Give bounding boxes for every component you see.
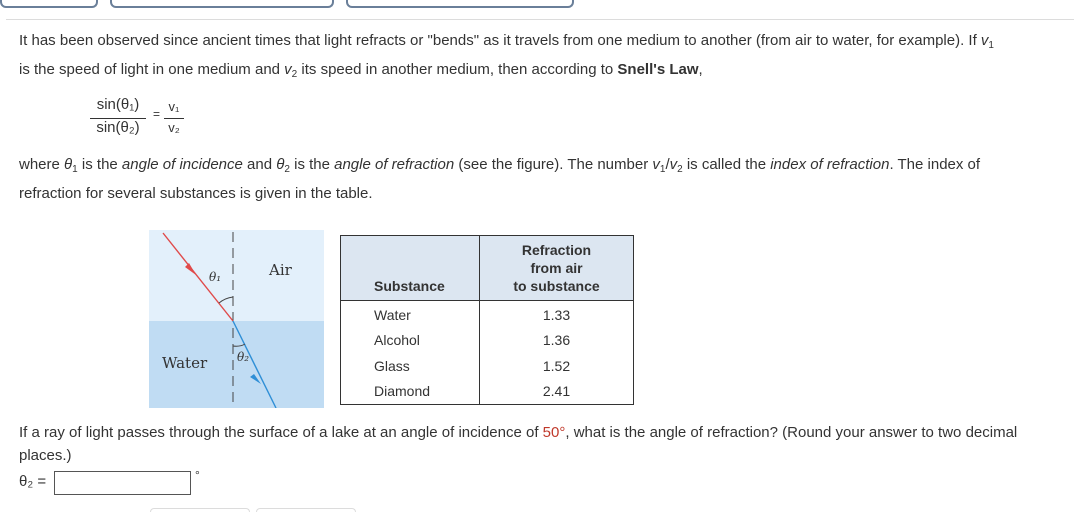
air-region <box>149 230 324 321</box>
divider <box>6 19 1074 20</box>
table-row <box>341 327 634 353</box>
refraction-figure <box>149 230 324 408</box>
top-tab-strip <box>0 0 1080 10</box>
question-text: If a ray of light passes through the surface of a lake at an angle of incidence of 50°, what is the angle of refraction? (Round your answer to two decimal places.) <box>19 424 1018 464</box>
formula-equals: = <box>153 107 161 121</box>
table-row <box>341 301 634 327</box>
fraction-bar <box>90 118 146 119</box>
water-label: Water <box>162 354 208 372</box>
air-label: Air <box>269 261 292 279</box>
bottom-tab[interactable] <box>256 508 356 512</box>
bottom-tab[interactable] <box>150 508 250 512</box>
fraction-bar <box>164 118 184 119</box>
intro-paragraph: It has been observed since ancient times that light refracts or "bends" as it travels from one medium to another (from air to water, for example). If $v_1$ is the speed of light in one medium and $v_2$ its speed in another medium, then according to Snell's Law, <box>19 32 994 80</box>
refraction-diagram <box>149 230 324 408</box>
degree-unit: ° <box>195 468 200 482</box>
index-cell: 1.33 <box>542 307 571 324</box>
formula-rhs-numerator: v₁ <box>168 99 180 114</box>
index-cell: 2.41 <box>542 383 571 400</box>
substance-cell: Alcohol <box>341 327 480 353</box>
theta2-label: θ₂ <box>237 350 250 364</box>
answer-input[interactable] <box>54 471 191 495</box>
top-tab[interactable] <box>0 0 98 8</box>
table-row <box>341 379 634 405</box>
incidence-term: angle of incidence <box>121 156 243 173</box>
snells-law-term: Snell's Law <box>617 61 699 78</box>
refraction-index-table <box>340 235 634 405</box>
table-row <box>341 353 634 379</box>
angle-of-incidence-value: 50° <box>542 424 566 441</box>
refraction-term: angle of refraction <box>334 156 455 173</box>
theta1-label: θ₁ <box>209 270 222 284</box>
index-cell: 1.36 <box>542 331 571 348</box>
answer-label: θ₂ = <box>19 473 47 490</box>
index-term: index of refraction <box>770 156 890 173</box>
substance-cell: Glass <box>341 353 480 379</box>
formula-denominator: sin(θ₂) <box>96 119 140 136</box>
substance-cell: Diamond <box>341 379 480 405</box>
index-cell: 1.52 <box>542 357 571 374</box>
header-substance: Substance <box>341 236 480 301</box>
substance-cell: Water <box>341 301 480 327</box>
formula-rhs-denominator: v₂ <box>168 120 180 135</box>
where-paragraph: where $\theta_1$ is the angle of incidence and $\theta_2$ is the angle of refraction (see the figure). The number $v_1/v_2$ is called the index of refraction. The index of refraction for several substances is given in the table. <box>19 156 981 202</box>
snells-law-formula <box>90 96 210 144</box>
formula-numerator: sin(θ₁) <box>96 96 140 113</box>
top-tab[interactable] <box>110 0 334 8</box>
top-tab[interactable] <box>346 0 574 8</box>
header-refraction: Refraction from air to substance <box>480 236 634 301</box>
